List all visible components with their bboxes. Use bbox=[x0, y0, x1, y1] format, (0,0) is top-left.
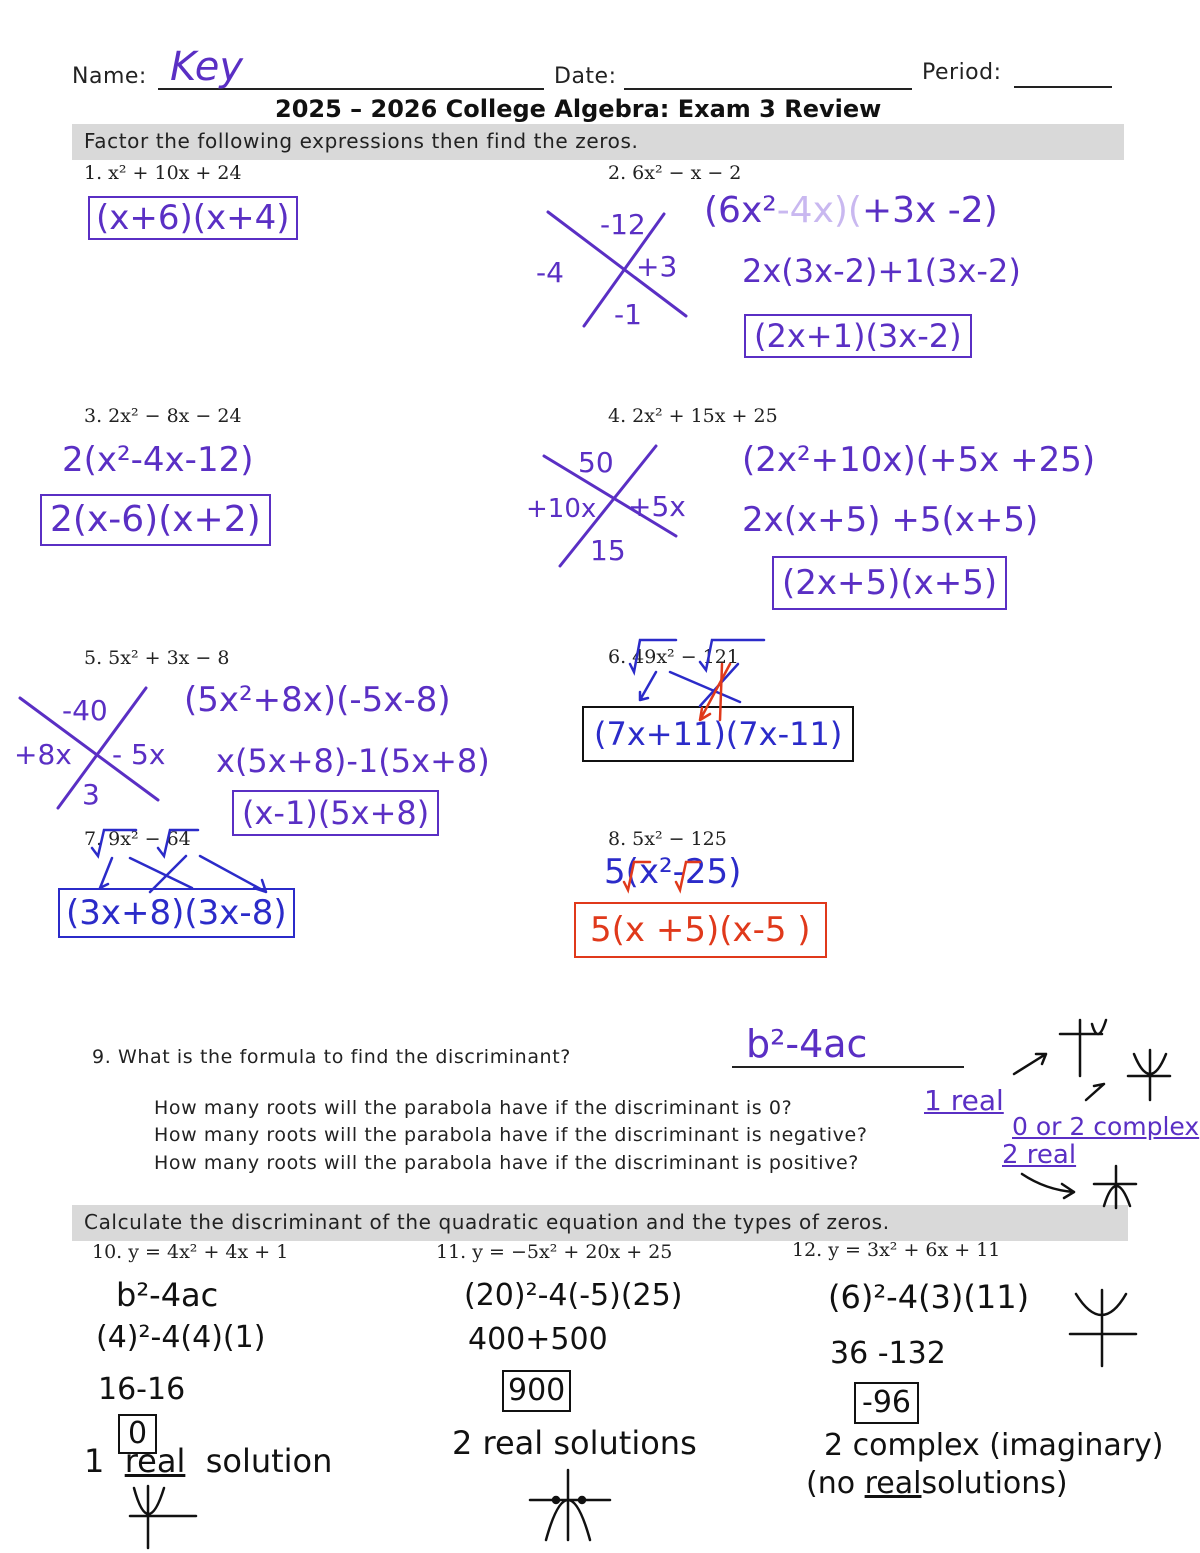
problem-11-answer: 900 bbox=[502, 1370, 571, 1412]
problem-5-xbox-bottom: 3 bbox=[82, 778, 100, 811]
problem-10-sketch bbox=[130, 1486, 196, 1548]
problem-12-type: 2 complex (imaginary) bbox=[824, 1428, 1164, 1463]
problem-10-type-c: solution bbox=[205, 1442, 333, 1480]
problem-4-xbox-top: 50 bbox=[578, 446, 614, 479]
problem-4-label: 4. 2x² + 15x + 25 bbox=[608, 405, 778, 427]
problem-8-answer: 5(x +5)(x-5 ) bbox=[574, 902, 827, 958]
problem-3-answer: 2(x-6)(x+2) bbox=[40, 494, 271, 546]
q9-line-1: How many roots will the parabola have if the discriminant is 0? bbox=[154, 1097, 793, 1119]
problem-7-answer: (3x+8)(3x-8) bbox=[58, 888, 295, 938]
problem-3-label: 3. 2x² − 8x − 24 bbox=[84, 405, 242, 427]
problem-10-step-2: (4)²-4(4)(1) bbox=[96, 1320, 266, 1355]
name-value: Key bbox=[170, 44, 244, 90]
problem-5-xbox-top: -40 bbox=[62, 694, 108, 727]
problem-1-answer: (x+6)(x+4) bbox=[88, 196, 298, 240]
problem-2-step-1b: -4x)( bbox=[776, 190, 862, 231]
problem-12-answer: -96 bbox=[854, 1382, 919, 1424]
problem-11-sketch bbox=[530, 1470, 610, 1540]
problem-2-xbox-right: +3 bbox=[636, 250, 678, 283]
problem-5-label: 5. 5x² + 3x − 8 bbox=[84, 647, 230, 669]
problem-11-step-1: (20)²-4(-5)(25) bbox=[464, 1278, 683, 1313]
problem-12-sketch bbox=[1070, 1290, 1136, 1366]
problem-12-type-2b: real bbox=[864, 1466, 922, 1501]
problem-6-label: 6. 49x² − 121 bbox=[608, 646, 739, 668]
problem-5-xbox-left: +8x bbox=[14, 738, 72, 771]
problem-5-answer: (x-1)(5x+8) bbox=[232, 790, 439, 836]
problem-6-red-arrows bbox=[700, 664, 730, 720]
problem-11-label: 11. y = −5x² + 20x + 25 bbox=[436, 1241, 673, 1263]
problem-12-type-2c: solutions) bbox=[921, 1466, 1068, 1501]
problem-4-xbox-right: +5x bbox=[628, 490, 686, 523]
problem-2-answer: (2x+1)(3x-2) bbox=[744, 314, 972, 358]
section2-instruction: Calculate the discriminant of the quadratic equation and the types of zeros. bbox=[84, 1210, 890, 1234]
q9-line-3: How many roots will the parabola have if the discriminant is positive? bbox=[154, 1152, 859, 1174]
problem-1-label: 1. x² + 10x + 24 bbox=[84, 162, 242, 184]
problem-6-answer-a: (7x+11 bbox=[594, 715, 714, 753]
q9-sketches bbox=[1014, 1020, 1170, 1208]
problem-2-step-2: 2x(3x-2)+1(3x-2) bbox=[742, 252, 1021, 290]
problem-2-label: 2. 6x² − x − 2 bbox=[608, 162, 742, 184]
q9-line-1-answer: 1 real bbox=[924, 1084, 1004, 1117]
problem-8-red-marks bbox=[624, 862, 700, 890]
q9-line-2-answer: 0 or 2 complex bbox=[1012, 1112, 1200, 1141]
period-label: Period: bbox=[922, 60, 1002, 85]
problem-6-marks bbox=[630, 640, 764, 706]
problem-10-step-3: 16-16 bbox=[98, 1372, 186, 1407]
problem-12-step-2: 36 -132 bbox=[830, 1336, 946, 1371]
problem-11-type: 2 real solutions bbox=[452, 1424, 697, 1462]
problem-10-type-b: real bbox=[124, 1442, 186, 1480]
problem-12-type-2a: (no bbox=[806, 1466, 856, 1501]
problem-10-type-a: 1 bbox=[84, 1442, 105, 1480]
name-label: Name: bbox=[72, 64, 147, 89]
problem-10-step-1: b²-4ac bbox=[116, 1276, 219, 1314]
problem-10-answer: 0 bbox=[118, 1414, 157, 1454]
problem-8-step-1: 5(x²-25) bbox=[604, 852, 742, 892]
problem-7-marks bbox=[92, 830, 266, 892]
problem-5-xbox-lines bbox=[20, 688, 158, 808]
problem-10-label: 10. y = 4x² + 4x + 1 bbox=[92, 1241, 289, 1263]
problem-4-xbox-lines bbox=[544, 446, 676, 566]
q9-answer: b²-4ac bbox=[746, 1022, 868, 1066]
q9-question: 9. What is the formula to find the discriminant? bbox=[92, 1046, 571, 1068]
problem-2-xbox-top: -12 bbox=[600, 208, 646, 241]
problem-4-xbox-bottom: 15 bbox=[590, 534, 626, 567]
q9-line-3-answer: 2 real bbox=[1002, 1140, 1077, 1170]
date-label: Date: bbox=[554, 64, 617, 89]
problem-4-xbox-left: +10x bbox=[526, 494, 597, 524]
problem-2-step-1a: (6x² bbox=[704, 190, 777, 231]
problem-6-answer-b: )(7x-11) bbox=[713, 715, 843, 753]
problem-2-xbox-lines bbox=[548, 212, 686, 326]
section1-instruction: Factor the following expressions then find the zeros. bbox=[84, 129, 639, 153]
problem-5-xbox-right: - 5x bbox=[112, 738, 166, 771]
problem-5-step-1: (5x²+8x)(-5x-8) bbox=[184, 680, 451, 720]
problem-7-label: 7. 9x² − 64 bbox=[84, 828, 191, 850]
problem-8-label: 8. 5x² − 125 bbox=[608, 828, 727, 850]
problem-5-step-2: x(5x+8)-1(5x+8) bbox=[216, 742, 490, 780]
q9-line-2: How many roots will the parabola have if the discriminant is negative? bbox=[154, 1124, 868, 1146]
problem-11-step-2: 400+500 bbox=[468, 1322, 608, 1357]
page-title: 2025 – 2026 College Algebra: Exam 3 Review bbox=[275, 95, 882, 123]
problem-12-step-1: (6)²-4(3)(11) bbox=[828, 1278, 1030, 1316]
problem-4-answer: (2x+5)(x+5) bbox=[772, 556, 1007, 610]
problem-4-step-1: (2x²+10x)(+5x +25) bbox=[742, 440, 1096, 480]
problem-4-step-2: 2x(x+5) +5(x+5) bbox=[742, 500, 1039, 540]
problem-2-xbox-bottom: -1 bbox=[614, 298, 642, 331]
problem-3-step-1: 2(x²-4x-12) bbox=[62, 440, 254, 480]
problem-12-label: 12. y = 3x² + 6x + 11 bbox=[792, 1239, 1001, 1261]
problem-2-xbox-left: -4 bbox=[536, 256, 564, 289]
problem-2-step-1c: +3x -2) bbox=[861, 190, 998, 231]
